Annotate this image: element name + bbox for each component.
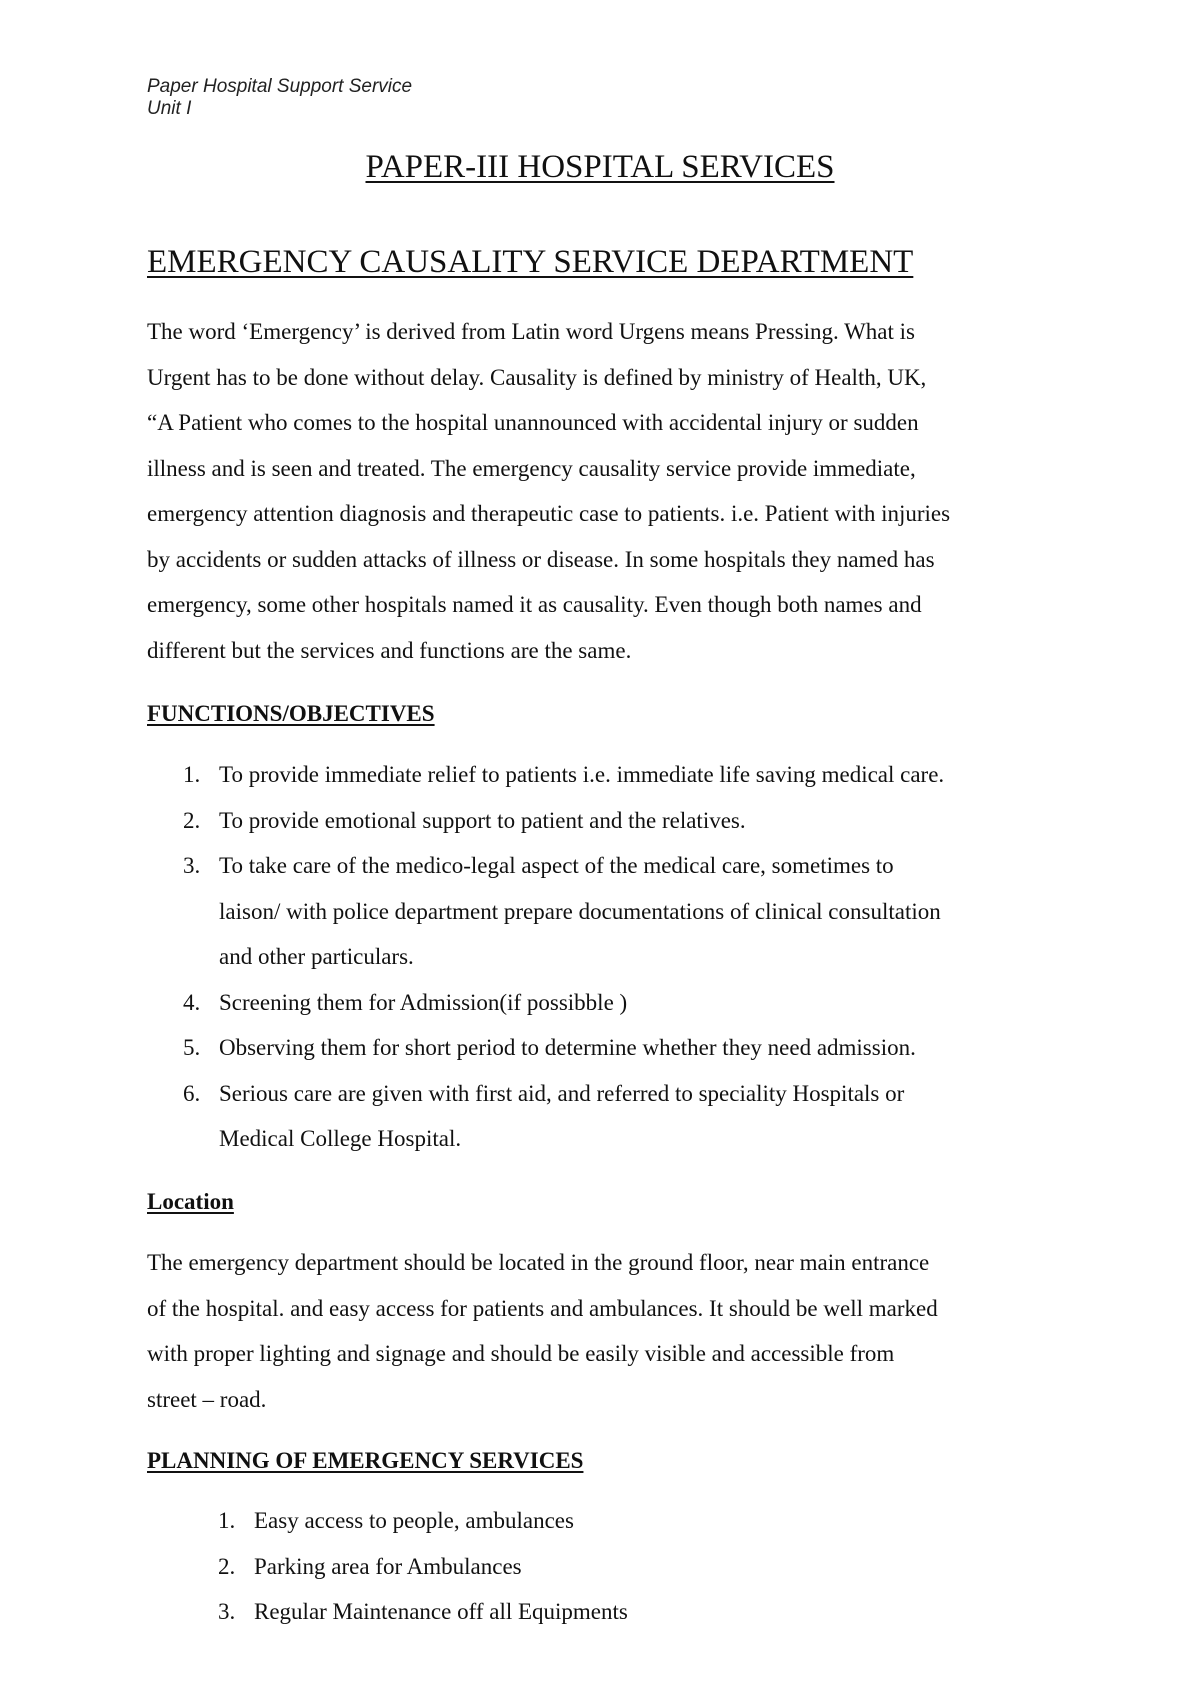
list-item-number: 3. — [183, 853, 201, 878]
running-header-unit: Unit I — [147, 98, 192, 119]
intro-line: by accidents or sudden attacks of illness or disease. In some hospitals they named has — [147, 546, 935, 572]
section-title: EMERGENCY CAUSALITY SERVICE DEPARTMENT — [147, 244, 914, 280]
list-item-number: 2. — [183, 807, 201, 833]
list-item-text: Serious care are given with first aid, and referred to speciality Hospitals or — [219, 1080, 905, 1106]
list-item — [183, 798, 944, 844]
intro-paragraph — [147, 309, 1087, 673]
list-item-text: Parking area for Ambulances — [254, 1553, 522, 1579]
location-heading: Location — [147, 1189, 234, 1214]
planning-heading: PLANNING OF EMERGENCY SERVICES — [147, 1448, 584, 1473]
planning-list — [218, 1498, 628, 1635]
document-title: PAPER-III HOSPITAL SERVICES — [365, 149, 835, 185]
intro-line: illness and is seen and treated. The emergency causality service provide immediate, — [147, 455, 916, 481]
location-paragraph — [147, 1240, 1087, 1422]
running-header-title: Paper Hospital Support Service — [147, 76, 413, 97]
list-item-text: To provide emotional support to patient and the relatives. — [219, 807, 746, 833]
list-item-text: Observing them for short period to determine whether they need admission. — [219, 1035, 916, 1060]
functions-list — [183, 752, 945, 1162]
list-item-text: Screening them for Admission(if possibble ) — [219, 989, 628, 1015]
list-item-number: 4. — [183, 989, 201, 1015]
intro-line: “A Patient who comes to the hospital unannounced with accidental injury or sudden — [147, 410, 919, 435]
list-item-text: laison/ with police department prepare documentations of clinical consultation — [219, 898, 941, 924]
location-line: of the hospital. and easy access for patients and ambulances. It should be well marked — [147, 1295, 938, 1321]
list-item-text: Medical College Hospital. — [219, 1126, 462, 1151]
list-item-text: and other particulars. — [219, 944, 414, 969]
list-item — [183, 980, 944, 1026]
intro-line: Urgent has to be done without delay. Causality is defined by ministry of Health, UK, — [147, 364, 927, 390]
list-item — [218, 1544, 628, 1590]
list-item-number: 1. — [183, 762, 201, 787]
list-item-text: To take care of the medico-legal aspect of the medical care, sometimes to — [219, 853, 894, 878]
list-item — [183, 1025, 944, 1071]
location-line: The emergency department should be located in the ground floor, near main entrance — [147, 1250, 930, 1275]
list-item-number: 3. — [218, 1599, 236, 1624]
list-item-number: 2. — [218, 1553, 236, 1579]
intro-line: different but the services and functions are the same. — [147, 637, 632, 663]
list-item-text: Easy access to people, ambulances — [254, 1508, 574, 1533]
list-item-text: To provide immediate relief to patients i.e. immediate life saving medical care. — [219, 762, 945, 787]
list-item — [183, 843, 944, 980]
list-item — [183, 752, 945, 798]
list-item — [183, 1071, 944, 1162]
location-line: with proper lighting and signage and should be easily visible and accessible from — [147, 1341, 895, 1366]
list-item-number: 1. — [218, 1508, 236, 1533]
location-line: street – road. — [147, 1386, 267, 1412]
list-item-text: Regular Maintenance off all Equipments — [254, 1599, 628, 1624]
list-item-number: 6. — [183, 1080, 201, 1106]
intro-line: emergency, some other hospitals named it as causality. Even though both names and — [147, 592, 922, 617]
list-item-number: 5. — [183, 1035, 201, 1060]
list-item — [218, 1589, 628, 1635]
intro-line: The word ‘Emergency’ is derived from Latin word Urgens means Pressing. What is — [147, 319, 915, 344]
functions-heading: FUNCTIONS/OBJECTIVES — [147, 701, 435, 726]
list-item — [218, 1498, 628, 1544]
intro-line: emergency attention diagnosis and therapeutic case to patients. i.e. Patient with injuries — [147, 501, 951, 526]
